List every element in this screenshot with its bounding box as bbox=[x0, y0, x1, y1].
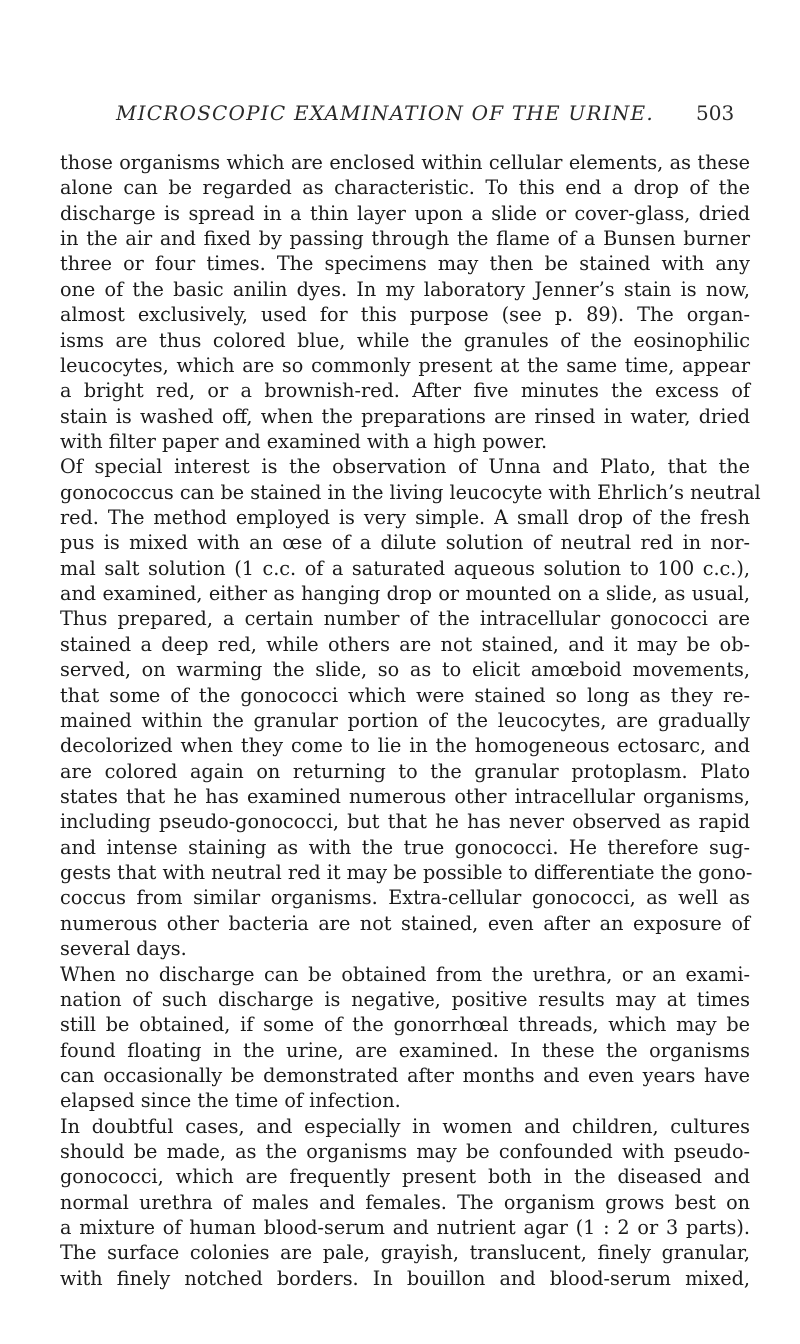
text-line: Thus prepared, a certain number of the intracellular gonococci are bbox=[60, 607, 750, 631]
text-line: a mixture of human blood-serum and nutrient agar (1 : 2 or 3 parts). bbox=[60, 1216, 750, 1240]
text-line: alone can be regarded as characteristic. To this end a drop of the bbox=[60, 176, 750, 200]
text-line: with finely notched borders. In bouillon and blood-serum mixed, bbox=[60, 1266, 750, 1290]
text-line: in the air and fixed by passing through the flame of a Bunsen burner bbox=[60, 227, 750, 251]
text-line: including pseudo-gonococci, but that he has never observed as rapid bbox=[60, 810, 750, 834]
text-line: decolorized when they come to lie in the homogeneous ectosarc, and bbox=[60, 734, 750, 758]
text-line: The surface colonies are pale, grayish, translucent, finely granular, bbox=[60, 1241, 750, 1265]
text-line: leucocytes, which are so commonly present at the same time, appear bbox=[60, 353, 750, 377]
text-line: isms are thus colored blue, while the granules of the eosinophilic bbox=[60, 328, 750, 352]
text-line: numerous other bacteria are not stained, even after an exposure of bbox=[60, 911, 750, 935]
running-header bbox=[0, 101, 800, 131]
text-line: and intense staining as with the true gonococci. He therefore sug- bbox=[60, 835, 750, 859]
text-line: elapsed since the time of infection. bbox=[60, 1089, 401, 1113]
text-line: several days. bbox=[60, 937, 187, 961]
text-line: almost exclusively, used for this purpose (see p. 89). The organ- bbox=[60, 303, 750, 327]
text-line: Of special interest is the observation of Unna and Plato, that the bbox=[60, 455, 750, 479]
text-line: stained a deep red, while others are not stained, and it may be ob- bbox=[60, 632, 750, 656]
text-line: a bright red, or a brownish-red. After five minutes the excess of bbox=[60, 379, 750, 403]
text-line: with filter paper and examined with a high power. bbox=[60, 429, 548, 453]
text-line: gonococci, which are frequently present both in the diseased and bbox=[60, 1165, 750, 1189]
text-line: one of the basic anilin dyes. In my laboratory Jenner’s stain is now, bbox=[60, 277, 750, 301]
text-line: When no discharge can be obtained from the urethra, or an exami- bbox=[60, 962, 750, 986]
text-line: that some of the gonococci which were stained so long as they re- bbox=[60, 683, 750, 707]
text-line: found floating in the urine, are examined. In these the organisms bbox=[60, 1038, 750, 1062]
text-line: pus is mixed with an œse of a dilute solution of neutral red in nor- bbox=[60, 531, 750, 555]
text-line: discharge is spread in a thin layer upon a slide or cover-glass, dried bbox=[60, 201, 750, 225]
text-line: and examined, either as hanging drop or mounted on a slide, as usual, bbox=[60, 582, 750, 606]
text-line: mal salt solution (1 c.c. of a saturated aqueous solution to 100 c.c.), bbox=[60, 556, 750, 580]
text-line: can occasionally be demonstrated after months and even years have bbox=[60, 1063, 750, 1087]
text-line: stain is washed off, when the preparations are rinsed in water, dried bbox=[60, 404, 750, 428]
text-line: are colored again on returning to the granular protoplasm. Plato bbox=[60, 759, 750, 783]
text-line: normal urethra of males and females. The organism grows best on bbox=[60, 1190, 750, 1214]
text-line: red. The method employed is very simple. A small drop of the fresh bbox=[60, 506, 750, 530]
text-line: served, on warming the slide, so as to elicit amœboid movements, bbox=[60, 658, 750, 682]
text-line: still be obtained, if some of the gonorrhœal threads, which may be bbox=[60, 1013, 750, 1037]
text-line: gonococcus can be stained in the living leucocyte with Ehrlich’s neutral bbox=[60, 480, 761, 504]
body-text bbox=[60, 150, 761, 1291]
text-line: should be made, as the organisms may be confounded with pseudo- bbox=[60, 1140, 750, 1164]
running-title: MICROSCOPIC EXAMINATION OF THE URINE. bbox=[116, 101, 654, 125]
text-line: gests that with neutral red it may be possible to differentiate the gono- bbox=[60, 861, 753, 885]
text-line: states that he has examined numerous other intracellular organisms, bbox=[60, 784, 750, 808]
text-line: nation of such discharge is negative, positive results may at times bbox=[60, 987, 750, 1011]
page-number: 503 bbox=[696, 101, 735, 125]
text-line: mained within the granular portion of the leucocytes, are gradually bbox=[60, 708, 750, 732]
text-line: In doubtful cases, and especially in women and children, cultures bbox=[60, 1114, 750, 1138]
text-line: coccus from similar organisms. Extra-cellular gonococci, as well as bbox=[60, 886, 750, 910]
text-line: those organisms which are enclosed within cellular elements, as these bbox=[60, 151, 750, 174]
text-line: three or four times. The specimens may then be stained with any bbox=[60, 252, 750, 276]
